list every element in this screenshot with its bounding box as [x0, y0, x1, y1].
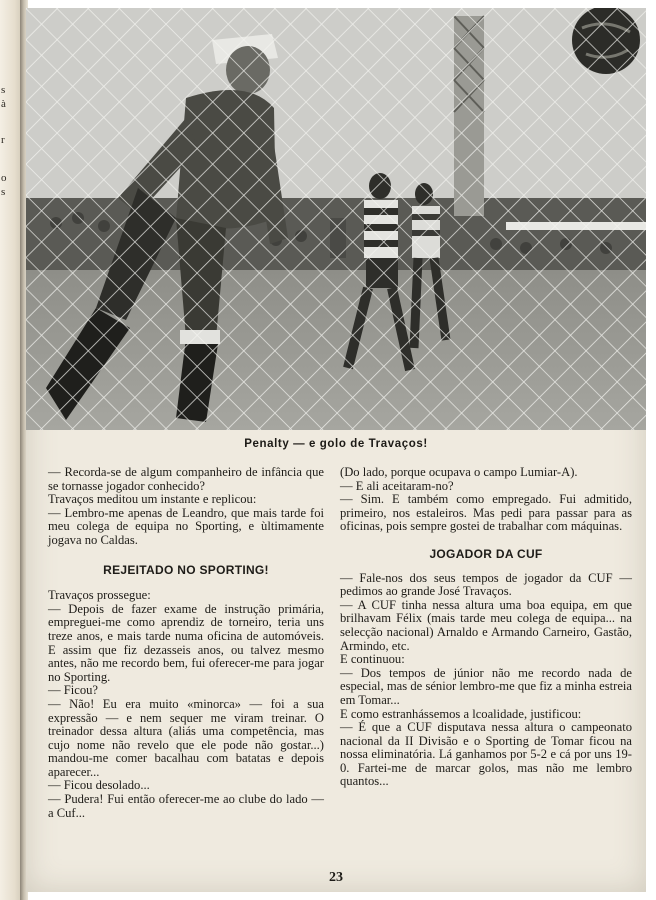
- magazine-page: [26, 8, 646, 892]
- paragraph: — Sim. E também como empregado. Fui admitido, primeiro, nos estaleiros. Mas pedi para passar para as oficinas, pois sempre gostei de trabalhar com máquinas.: [340, 492, 632, 534]
- paragraph: Travaços meditou um instante e replicou:: [48, 492, 257, 507]
- prev-page-fragment: s: [1, 84, 6, 96]
- paragraph: — Ficou desolado...: [48, 778, 150, 793]
- paragraph: — Recorda-se de algum companheiro de infância que se tornasse jogador conhecido?: [48, 465, 324, 493]
- paragraph: — Pudera! Fui então oferecer-me ao clube do lado — a Cuf...: [48, 792, 324, 820]
- paragraph: — Ficou?: [48, 683, 99, 698]
- left-column: [48, 466, 324, 820]
- paragraph: — Lembro-me apenas de Leandro, que mais tarde foi meu colega de equipa no Sporting, e ùltimamente jogava no Caldas.: [48, 505, 324, 547]
- prev-page-fragment: r: [1, 134, 5, 146]
- section-heading: REJEITADO NO SPORTING!: [103, 562, 269, 577]
- paragraph: E continuou:: [340, 652, 405, 667]
- paragraph: — Não! Eu era muito «minorca» — foi a sua expressão — e nem sequer me viram treinar. O treinador dessa altura (aliás uma competência, mas cujo nome não revelo que ele pode não gostar...) mandou-me comer bacalhau com batatas e depois aparecer...: [48, 696, 324, 779]
- match-photo: [26, 8, 646, 430]
- section-heading: JOGADOR DA CUF: [429, 546, 543, 561]
- right-column: [340, 466, 632, 789]
- prev-page-fragment: o: [1, 172, 7, 184]
- paragraph: — E ali aceitaram-no?: [340, 478, 454, 493]
- paragraph: — Depois de fazer exame de instrução primária, empreguei-me como aprendiz de torneiro, teria uns treze anos, e mais tarde numa oficina de automóveis. E assim que fiz dezasseis anos, ou talvez mesmo antes, não me recordo bem, fui oferecer-me para jogar no Sporting.: [48, 601, 324, 684]
- paragraph: Travaços prossegue:: [48, 588, 151, 603]
- paragraph: — A CUF tinha nessa altura uma boa equipa, em que brilhavam Félix (mais tarde meu colega de equipa... na selecção nacional) Arnaldo e Armando Carneiro, Gastão, Armindo, etc.: [340, 597, 632, 653]
- photo-illustration: [26, 8, 646, 430]
- paragraph: E como estranhássemos a lcoalidade, justificou:: [340, 706, 582, 721]
- paragraph: — Dos tempos de júnior não me recordo nada de especial, mas de sénior lembro-me que fiz a minha estreia em Tomar...: [340, 665, 632, 707]
- paragraph: — É que a CUF disputava nessa altura o campeonato nacional da II Divisão e o Sporting de Tomar ficou na nossa eliminatória. Lá ganhamos por 5-2 e cá por uns 19-0. Fartei-me de marcar golos, mas não me lembro quantos...: [340, 720, 632, 789]
- page-number: 23: [329, 870, 343, 885]
- paragraph: (Do lado, porque ocupava o campo Lumiar-A).: [340, 465, 578, 479]
- prev-page-fragment: à: [1, 98, 6, 110]
- paragraph: — Fale-nos dos seus tempos de jogador da CUF — pedimos ao grande José Travaços.: [340, 570, 632, 599]
- photo-caption: Penalty — e golo de Travaços!: [244, 438, 428, 450]
- prev-page-fragment: s: [1, 186, 6, 198]
